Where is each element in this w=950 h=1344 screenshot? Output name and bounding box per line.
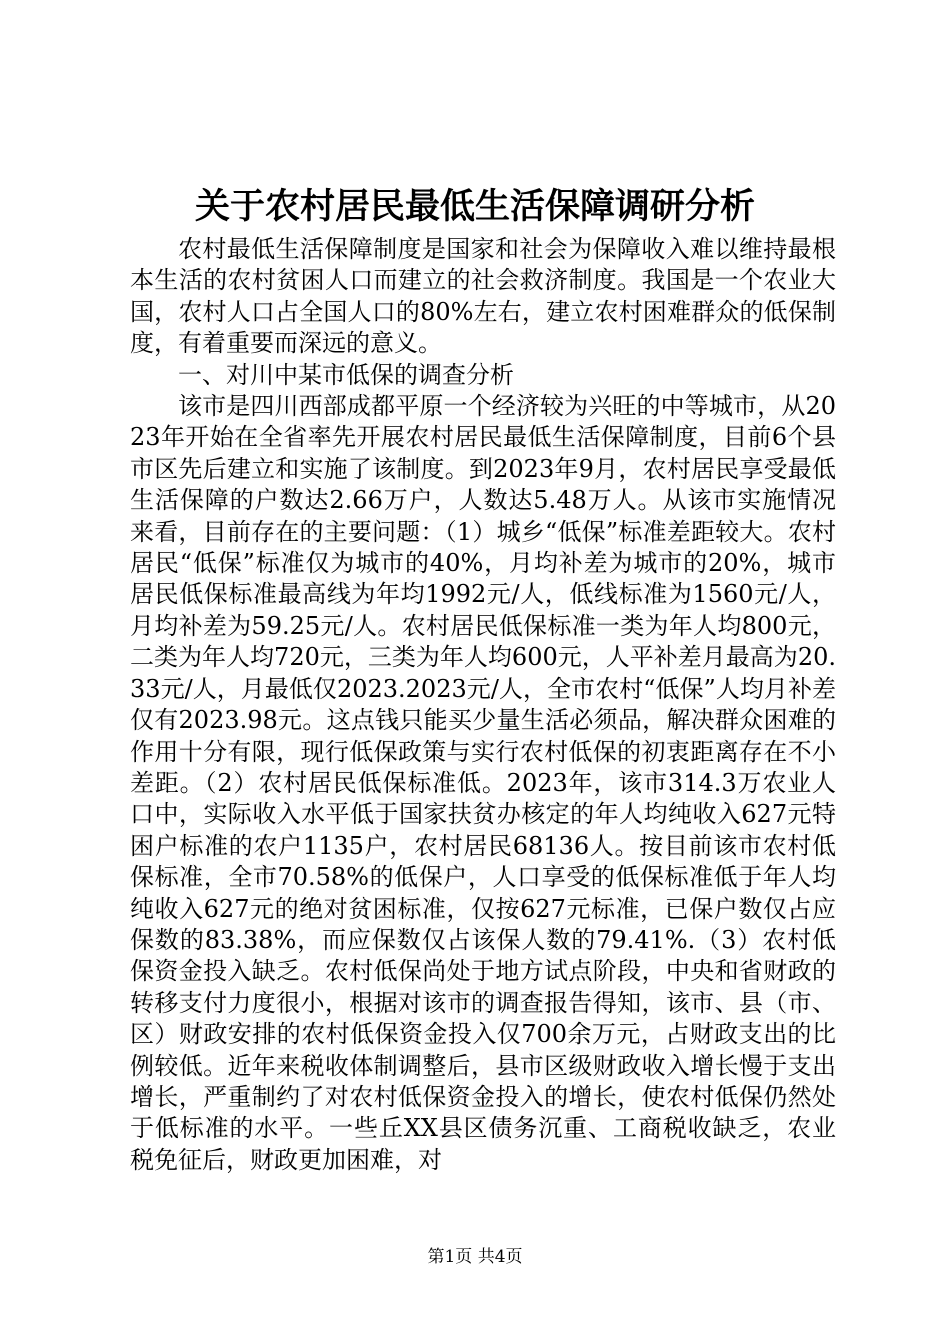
document-title: 关于农村居民最低生活保障调研分析 — [194, 186, 755, 227]
document-body — [130, 234, 836, 1176]
page-number-footer: 第1页 共4页 — [427, 1247, 523, 1267]
section-heading: 一、对川中某市低保的调查分析 — [178, 360, 514, 389]
paragraph-analysis: 该市是四川西部成都平原一个经济较为兴旺的中等城市，从2023年开始在全省率先开展农村居民最低生活保障制度，目前6个县市区先后建立和实施了该制度。到2023年9月，农村居民享受最低生活保障的户数达2.66万户，人数达5.48万人。从该市实施情况来看，目前存在的主要问题：（1）城乡“低保”标准差距较大。农村居民“低保”标准仅为城市的40%，月均补差为城市的20%，城市居民低保标准最高线为年均1992元/人，低线标准为1560元/人，月均补差为59.25元/人。农村居民低保标准一类为年人均800元，二类为年人均720元，三类为年人均600元，人平补差月最高为20.33元/人，月最低仅2023.2023元/人，全市农村“低保”人均月补差仅有2023.98元。这点钱只能买少量生活必须品，解决群众困难的作用十分有限，现行低保政策与实行农村低保的初衷距离存在不小差距。（2）农村居民低保标准低。2023年，该市314.3万农业人口中，实际收入水平低于国家扶贫办核定的年人均纯收入627元特困户标准的农户1135户，农村居民68136人。按目前该市农村低保标准，全市70.58%的低保户，人口享受的低保标准低于年人均纯收入627元的绝对贫困标准，仅按627元标准，已保户数仅占应保数的83.38%，而应保数仅占该保人数的79.41%.（3）农村低保资金投入缺乏。农村低保尚处于地方试点阶段，中央和省财政的转移支付力度很小，根据对该市的调查报告得知，该市、县（市、区）财政安排的农村低保资金投入仅700余万元，占财政支出的比例较低。近年来税收体制调整后，县市区级财政收入增长慢于支出增长，严重制约了对农村低保资金投入的增长，使农村低保仍然处于低标准的水平。一些丘XX县区债务沉重、工商税收缺乏，农业税免征后，财政更加困难，对 — [130, 392, 836, 1174]
paragraph-intro: 农村最低生活保障制度是国家和社会为保障收入难以维持最根本生活的农村贫困人口而建立的社会救济制度。我国是一个农业大国，农村人口占全国人口的80%左右，建立农村困难群众的低保制度，有着重要而深远的意义。 — [130, 235, 836, 358]
